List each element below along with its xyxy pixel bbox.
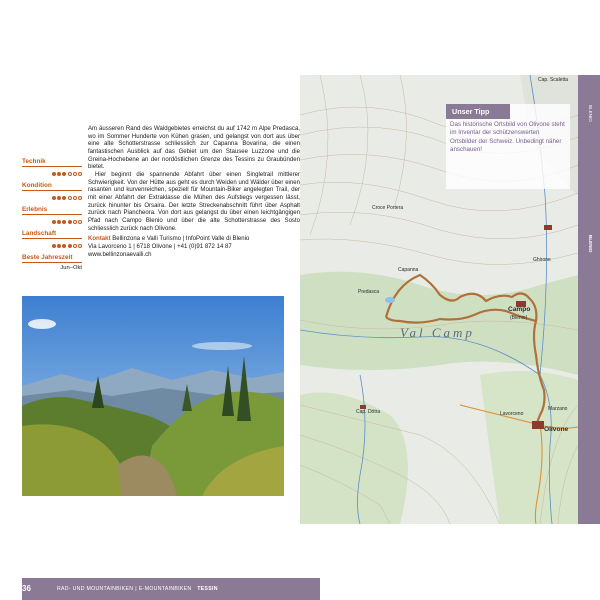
rating-dot-filled [57, 172, 61, 176]
contact-line: Bellinzona e Valli Turismo | InfoPoint Valle di Blenio [112, 236, 250, 243]
label-olivone: Olivone [544, 426, 569, 433]
rating-dots [22, 241, 82, 248]
tip-box [446, 104, 570, 189]
label-lavorceno: Lavorceno [500, 411, 524, 417]
rating-dots [22, 193, 82, 200]
label-valley: Val Camp [400, 325, 475, 340]
rating-dot-empty [73, 244, 77, 248]
rating-dots [22, 169, 82, 176]
rating-dot-filled [68, 244, 72, 248]
rating-dots [22, 217, 82, 224]
label-croce: Croce Portera [372, 205, 404, 211]
rating-dot-filled [57, 196, 61, 200]
contact-label: Kontakt [88, 236, 111, 243]
label-predasca: Predasca [358, 289, 380, 295]
rating-dot-empty [73, 196, 77, 200]
label-dotra: Cap. Dötra [356, 409, 381, 415]
rating-dot-filled [57, 244, 61, 248]
paragraph: Am äusseren Rand des Waldgebietes erreichst du auf 1742 m Alpe Predasca, wo im Sommer Hunderte von Kühen grasen, und gelangst von dort aus über eine alte Schotterstrasse schliesslich zur Capanna Bovarina, die einen fantastischen Ausblick auf das Gebiet um den Stausee Luzzone und die Greina-Hochebene an der nordöstlichen Grenze des Tessins zu Graubünden bietet. [88, 126, 300, 171]
rating-dot-filled [57, 220, 61, 224]
rating-erlebnis [22, 206, 82, 224]
footer-bar [22, 578, 320, 600]
rating-dot-filled [62, 220, 66, 224]
rating-dot-filled [62, 196, 66, 200]
side-bar [578, 75, 600, 524]
rating-technik [22, 158, 82, 176]
footer-subsection: E-MOUNTAINBIKEN [138, 586, 192, 592]
tip-title: Unser Tipp [446, 104, 510, 119]
rating-dot-empty [68, 172, 72, 176]
rating-dot-filled [52, 196, 56, 200]
footer-breadcrumb: RAD- UND MOUNTAINBIKEN | E-MOUNTAINBIKEN TESSIN [57, 586, 218, 592]
season-value: Jun–Okt [60, 265, 82, 271]
route-map [300, 75, 578, 524]
season-label: Beste Jahreszeit [22, 254, 82, 263]
rating-label: Kondition [22, 182, 82, 191]
tip-text: Das historische Ortsbild von Olivone steht im Inventar der schützenswerten Ortsbilder der Schweiz. Unbedingt näher anschauen! [450, 121, 565, 154]
rating-dot-filled [68, 220, 72, 224]
rating-kondition [22, 182, 82, 200]
page-number: 36 [22, 584, 31, 593]
rating-dot-empty [78, 196, 82, 200]
rating-dot-filled [52, 172, 56, 176]
contact-line: Via Lavorceno 1 | 6718 Olivone | +41 (0)91 872 14 87 [88, 243, 232, 250]
side-tab [578, 75, 600, 524]
side-label-mid: BLENIO [588, 235, 593, 253]
rating-landschaft [22, 230, 82, 248]
rating-dot-empty [68, 196, 72, 200]
rating-dot-filled [52, 220, 56, 224]
rating-label: Landschaft [22, 230, 82, 239]
rating-dot-empty [78, 220, 82, 224]
label-ghirone: Ghirone [533, 257, 551, 263]
landscape-photo [22, 296, 284, 496]
label-bovarina: Capanna [398, 267, 419, 273]
rating-dot-filled [62, 244, 66, 248]
label-marzano: Marzano [548, 406, 568, 412]
left-page [22, 76, 300, 593]
rating-label: Technik [22, 158, 82, 167]
side-label-top: BLENIO [588, 105, 593, 122]
rating-dot-filled [52, 244, 56, 248]
contact-url[interactable]: www.bellinzonaevalli.ch [88, 251, 152, 258]
rating-dot-empty [78, 244, 82, 248]
label-blenio: (Blenio) [510, 315, 528, 321]
ratings-sidebar [22, 158, 82, 277]
footer-section: RAD- UND MOUNTAINBIKEN [57, 586, 134, 592]
paragraph: Hier beginnt die spannende Abfahrt über einen Singletrail mittlerer Schwierigkeit. Von der Hütte aus geht es durch Weiden und Wälder über einen rasanten und kurvenreichen, speziell für Mountain-Biker angelegten Trail, der mit einer Abfahrt der Extraklasse die Mühen des Aufstiegs vergessen lässt, zurück hinunter bis Orsaira. Der letzte Streckenabschnitt führt über Asphalt zurück nach Piancheora. Von dort aus gelangst du über einen leichtgängigen Pfad nach Campo Blenio und über die alte Schotterstrasse des Sosto schliesslich zurück nach Olivone. [88, 171, 300, 232]
rating-dot-filled [62, 172, 66, 176]
contact-block [88, 236, 300, 259]
rating-label: Erlebnis [22, 206, 82, 215]
footer-region: TESSIN [197, 586, 218, 592]
label-scaletta: Cap. Scaletta [538, 77, 569, 83]
body-text [88, 126, 300, 259]
rating-dot-empty [73, 220, 77, 224]
label-campo: Campo [508, 306, 531, 313]
rating-dot-empty [78, 172, 82, 176]
rating-dot-empty [73, 172, 77, 176]
best-season [22, 254, 82, 271]
